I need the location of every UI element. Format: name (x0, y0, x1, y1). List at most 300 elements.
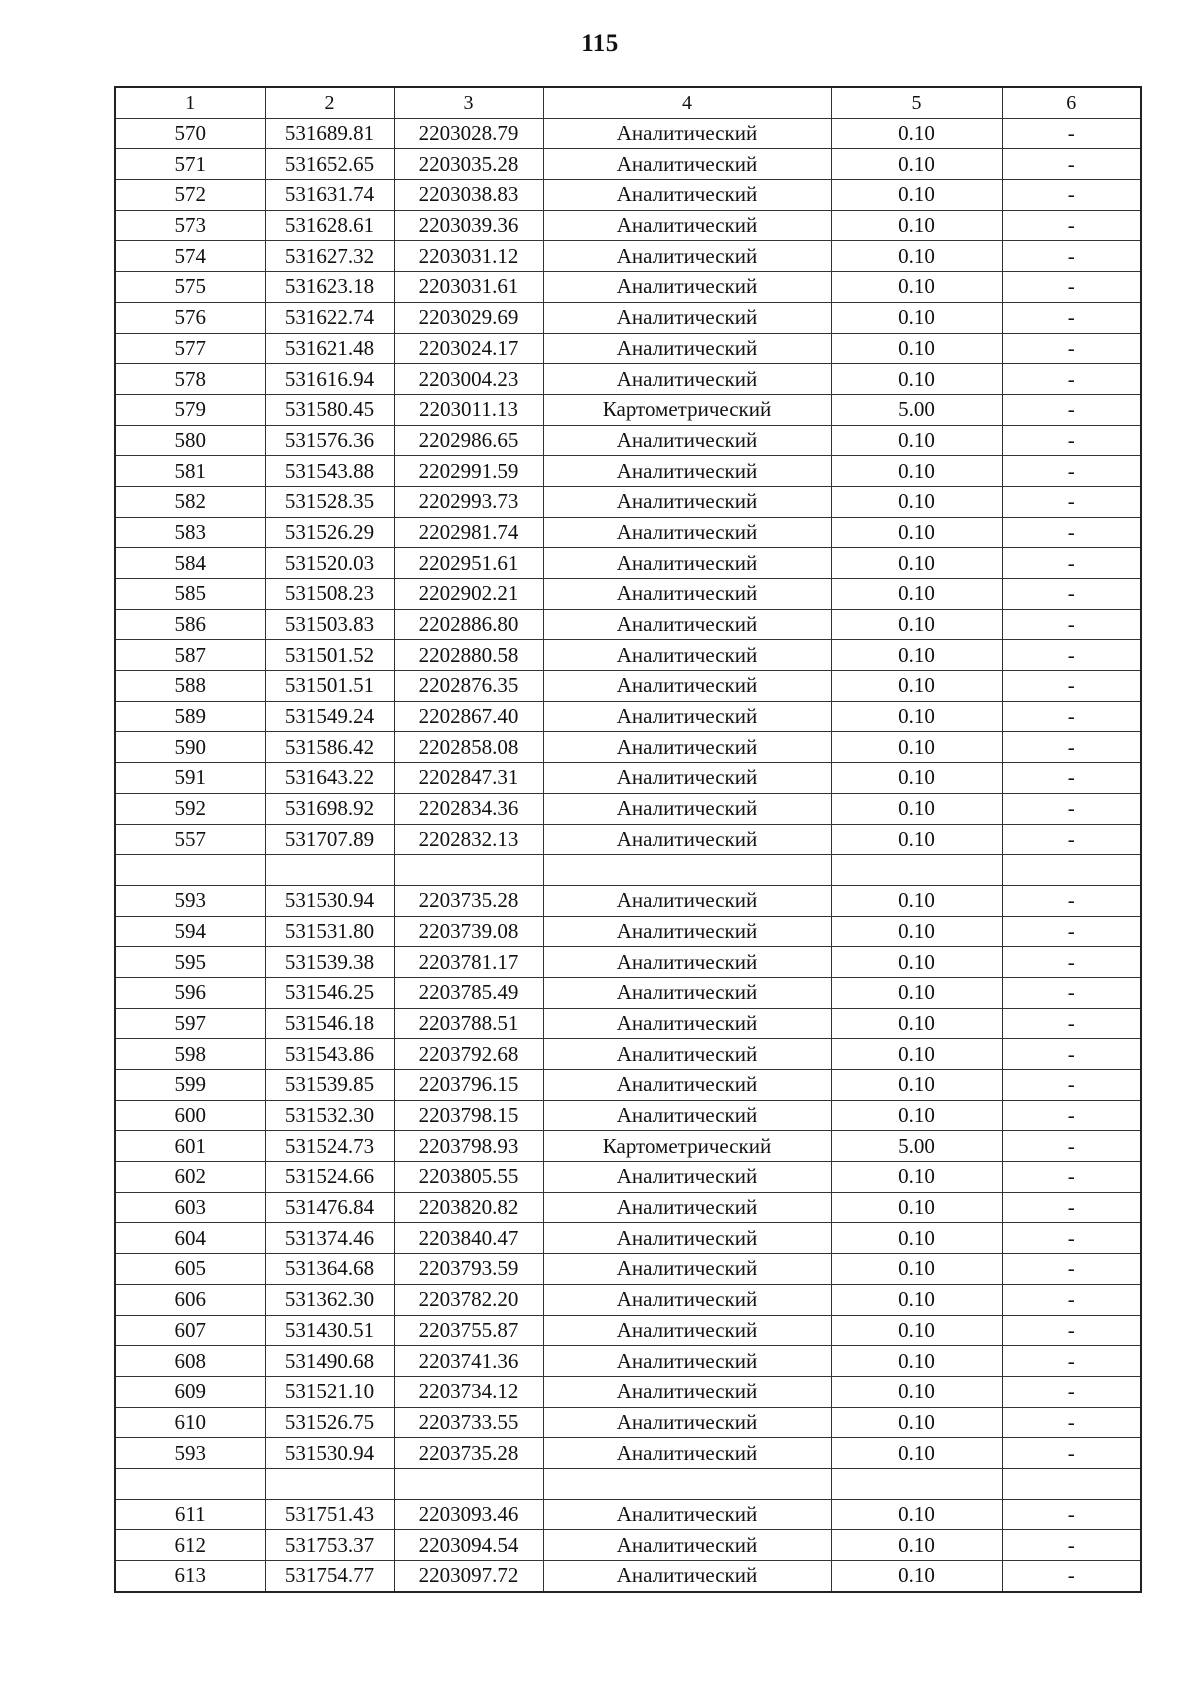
point-number-cell: 578 (115, 364, 265, 395)
y-coordinate-cell: 2203094.54 (394, 1530, 543, 1561)
point-number-cell: 571 (115, 149, 265, 180)
method-cell: Аналитический (543, 763, 831, 794)
point-number-cell: 601 (115, 1131, 265, 1162)
accuracy-cell: 0.10 (831, 1530, 1002, 1561)
note-cell (1002, 1468, 1141, 1499)
table-row (115, 302, 1141, 333)
note-cell: - (1002, 916, 1141, 947)
y-coordinate-cell (394, 855, 543, 886)
method-cell: Аналитический (543, 1254, 831, 1285)
point-number-cell: 588 (115, 671, 265, 702)
accuracy-cell: 0.10 (831, 302, 1002, 333)
note-cell: - (1002, 1315, 1141, 1346)
y-coordinate-cell: 2203004.23 (394, 364, 543, 395)
note-cell: - (1002, 180, 1141, 211)
note-cell: - (1002, 1100, 1141, 1131)
accuracy-cell: 0.10 (831, 579, 1002, 610)
header-row (115, 87, 1141, 118)
table-row (115, 394, 1141, 425)
accuracy-cell: 0.10 (831, 1008, 1002, 1039)
table-row (115, 763, 1141, 794)
table-row (115, 1008, 1141, 1039)
x-coordinate-cell: 531754.77 (265, 1561, 394, 1592)
method-cell: Картометрический (543, 1131, 831, 1162)
note-cell: - (1002, 1131, 1141, 1162)
accuracy-cell: 0.10 (831, 210, 1002, 241)
table-row (115, 517, 1141, 548)
method-cell: Аналитический (543, 1376, 831, 1407)
point-number-cell: 594 (115, 916, 265, 947)
table-row (115, 579, 1141, 610)
column-header: 2 (265, 87, 394, 118)
point-number-cell: 613 (115, 1561, 265, 1592)
method-cell: Аналитический (543, 425, 831, 456)
accuracy-cell (831, 1468, 1002, 1499)
x-coordinate-cell: 531689.81 (265, 118, 394, 149)
method-cell: Аналитический (543, 916, 831, 947)
point-number-cell: 570 (115, 118, 265, 149)
note-cell: - (1002, 1192, 1141, 1223)
table-row (115, 1131, 1141, 1162)
note-cell: - (1002, 210, 1141, 241)
point-number-cell: 587 (115, 640, 265, 671)
table-row (115, 977, 1141, 1008)
point-number-cell: 610 (115, 1407, 265, 1438)
table-row (115, 1376, 1141, 1407)
point-number-cell: 608 (115, 1346, 265, 1377)
y-coordinate-cell: 2203028.79 (394, 118, 543, 149)
coordinates-table (114, 86, 1142, 1593)
point-number-cell: 595 (115, 947, 265, 978)
accuracy-cell: 0.10 (831, 824, 1002, 855)
y-coordinate-cell: 2202876.35 (394, 671, 543, 702)
y-coordinate-cell: 2203781.17 (394, 947, 543, 978)
point-number-cell: 612 (115, 1530, 265, 1561)
accuracy-cell: 0.10 (831, 1192, 1002, 1223)
table-row (115, 885, 1141, 916)
point-number-cell: 596 (115, 977, 265, 1008)
y-coordinate-cell: 2202880.58 (394, 640, 543, 671)
method-cell: Аналитический (543, 1530, 831, 1561)
accuracy-cell: 5.00 (831, 1131, 1002, 1162)
accuracy-cell: 0.10 (831, 456, 1002, 487)
accuracy-cell: 0.10 (831, 1284, 1002, 1315)
y-coordinate-cell: 2203793.59 (394, 1254, 543, 1285)
y-coordinate-cell: 2203093.46 (394, 1499, 543, 1530)
note-cell: - (1002, 425, 1141, 456)
point-number-cell: 609 (115, 1376, 265, 1407)
column-header: 6 (1002, 87, 1141, 118)
method-cell: Аналитический (543, 333, 831, 364)
note-cell: - (1002, 640, 1141, 671)
x-coordinate-cell: 531623.18 (265, 272, 394, 303)
accuracy-cell: 0.10 (831, 118, 1002, 149)
accuracy-cell: 0.10 (831, 1499, 1002, 1530)
x-coordinate-cell: 531490.68 (265, 1346, 394, 1377)
note-cell: - (1002, 272, 1141, 303)
point-number-cell: 611 (115, 1499, 265, 1530)
x-coordinate-cell: 531698.92 (265, 793, 394, 824)
note-cell: - (1002, 486, 1141, 517)
method-cell: Аналитический (543, 793, 831, 824)
point-number-cell: 603 (115, 1192, 265, 1223)
table-row (115, 486, 1141, 517)
accuracy-cell: 0.10 (831, 486, 1002, 517)
method-cell: Аналитический (543, 1008, 831, 1039)
accuracy-cell: 0.10 (831, 1315, 1002, 1346)
y-coordinate-cell: 2202993.73 (394, 486, 543, 517)
note-cell: - (1002, 1530, 1141, 1561)
method-cell: Аналитический (543, 1039, 831, 1070)
y-coordinate-cell: 2203011.13 (394, 394, 543, 425)
y-coordinate-cell: 2203820.82 (394, 1192, 543, 1223)
note-cell: - (1002, 456, 1141, 487)
page-number: 115 (581, 30, 619, 57)
table-row (115, 118, 1141, 149)
x-coordinate-cell: 531501.51 (265, 671, 394, 702)
note-cell: - (1002, 1254, 1141, 1285)
accuracy-cell: 0.10 (831, 947, 1002, 978)
table-row (115, 1192, 1141, 1223)
method-cell: Аналитический (543, 1223, 831, 1254)
point-number-cell: 557 (115, 824, 265, 855)
note-cell: - (1002, 579, 1141, 610)
x-coordinate-cell: 531503.83 (265, 609, 394, 640)
point-number-cell (115, 855, 265, 886)
method-cell: Аналитический (543, 272, 831, 303)
x-coordinate-cell: 531586.42 (265, 732, 394, 763)
method-cell: Аналитический (543, 180, 831, 211)
column-header: 5 (831, 87, 1002, 118)
accuracy-cell: 0.10 (831, 1561, 1002, 1592)
table-row (115, 1039, 1141, 1070)
y-coordinate-cell: 2203739.08 (394, 916, 543, 947)
table-row (115, 793, 1141, 824)
accuracy-cell: 0.10 (831, 793, 1002, 824)
note-cell: - (1002, 1039, 1141, 1070)
x-coordinate-cell: 531543.86 (265, 1039, 394, 1070)
method-cell: Аналитический (543, 241, 831, 272)
accuracy-cell: 0.10 (831, 916, 1002, 947)
note-cell: - (1002, 241, 1141, 272)
table-row (115, 1438, 1141, 1469)
accuracy-cell: 0.10 (831, 1223, 1002, 1254)
y-coordinate-cell: 2202981.74 (394, 517, 543, 548)
note-cell: - (1002, 732, 1141, 763)
point-number-cell: 597 (115, 1008, 265, 1039)
point-number-cell: 602 (115, 1162, 265, 1193)
x-coordinate-cell (265, 1468, 394, 1499)
x-coordinate-cell: 531546.25 (265, 977, 394, 1008)
method-cell: Аналитический (543, 701, 831, 732)
table-row (115, 425, 1141, 456)
accuracy-cell: 0.10 (831, 180, 1002, 211)
y-coordinate-cell: 2203039.36 (394, 210, 543, 241)
accuracy-cell: 0.10 (831, 1070, 1002, 1101)
table-row (115, 1346, 1141, 1377)
y-coordinate-cell: 2203840.47 (394, 1223, 543, 1254)
point-number-cell: 600 (115, 1100, 265, 1131)
y-coordinate-cell: 2203755.87 (394, 1315, 543, 1346)
y-coordinate-cell: 2203734.12 (394, 1376, 543, 1407)
x-coordinate-cell: 531362.30 (265, 1284, 394, 1315)
method-cell: Аналитический (543, 486, 831, 517)
table-row (115, 272, 1141, 303)
method-cell: Аналитический (543, 149, 831, 180)
table-row (115, 701, 1141, 732)
column-header: 4 (543, 87, 831, 118)
note-cell: - (1002, 977, 1141, 1008)
x-coordinate-cell: 531539.85 (265, 1070, 394, 1101)
y-coordinate-cell: 2203782.20 (394, 1284, 543, 1315)
note-cell: - (1002, 671, 1141, 702)
note-cell: - (1002, 763, 1141, 794)
accuracy-cell: 0.10 (831, 548, 1002, 579)
method-cell: Аналитический (543, 1192, 831, 1223)
point-number-cell: 577 (115, 333, 265, 364)
y-coordinate-cell: 2203733.55 (394, 1407, 543, 1438)
note-cell: - (1002, 333, 1141, 364)
x-coordinate-cell: 531539.38 (265, 947, 394, 978)
y-coordinate-cell: 2202902.21 (394, 579, 543, 610)
x-coordinate-cell: 531627.32 (265, 241, 394, 272)
table-row (115, 210, 1141, 241)
x-coordinate-cell: 531528.35 (265, 486, 394, 517)
accuracy-cell: 0.10 (831, 1407, 1002, 1438)
accuracy-cell: 0.10 (831, 977, 1002, 1008)
x-coordinate-cell: 531531.80 (265, 916, 394, 947)
x-coordinate-cell: 531364.68 (265, 1254, 394, 1285)
method-cell (543, 855, 831, 886)
y-coordinate-cell: 2203031.61 (394, 272, 543, 303)
table-row (115, 149, 1141, 180)
y-coordinate-cell: 2202951.61 (394, 548, 543, 579)
table-row (115, 1070, 1141, 1101)
note-cell: - (1002, 1008, 1141, 1039)
method-cell: Аналитический (543, 640, 831, 671)
point-number-cell: 598 (115, 1039, 265, 1070)
accuracy-cell: 0.10 (831, 364, 1002, 395)
y-coordinate-cell: 2203798.15 (394, 1100, 543, 1131)
x-coordinate-cell: 531524.73 (265, 1131, 394, 1162)
note-cell: - (1002, 1561, 1141, 1592)
table-row (115, 456, 1141, 487)
table-row (115, 1162, 1141, 1193)
table-row (115, 1561, 1141, 1592)
method-cell: Аналитический (543, 1284, 831, 1315)
y-coordinate-cell: 2203735.28 (394, 1438, 543, 1469)
y-coordinate-cell (394, 1468, 543, 1499)
method-cell: Аналитический (543, 824, 831, 855)
note-cell: - (1002, 1346, 1141, 1377)
table-row (115, 1315, 1141, 1346)
x-coordinate-cell: 531520.03 (265, 548, 394, 579)
x-coordinate-cell: 531580.45 (265, 394, 394, 425)
y-coordinate-cell: 2202858.08 (394, 732, 543, 763)
note-cell: - (1002, 118, 1141, 149)
x-coordinate-cell: 531430.51 (265, 1315, 394, 1346)
method-cell: Аналитический (543, 671, 831, 702)
y-coordinate-cell: 2203741.36 (394, 1346, 543, 1377)
x-coordinate-cell: 531521.10 (265, 1376, 394, 1407)
y-coordinate-cell: 2203735.28 (394, 885, 543, 916)
accuracy-cell: 0.10 (831, 609, 1002, 640)
x-coordinate-cell: 531532.30 (265, 1100, 394, 1131)
y-coordinate-cell: 2202886.80 (394, 609, 543, 640)
method-cell: Аналитический (543, 1499, 831, 1530)
y-coordinate-cell: 2203029.69 (394, 302, 543, 333)
method-cell: Аналитический (543, 1561, 831, 1592)
y-coordinate-cell: 2203798.93 (394, 1131, 543, 1162)
method-cell: Аналитический (543, 1407, 831, 1438)
table-row (115, 1284, 1141, 1315)
accuracy-cell: 0.10 (831, 1100, 1002, 1131)
note-cell: - (1002, 394, 1141, 425)
method-cell: Аналитический (543, 732, 831, 763)
point-number-cell: 581 (115, 456, 265, 487)
note-cell: - (1002, 517, 1141, 548)
table-row (115, 1100, 1141, 1131)
x-coordinate-cell: 531508.23 (265, 579, 394, 610)
method-cell: Аналитический (543, 1346, 831, 1377)
method-cell: Аналитический (543, 885, 831, 916)
accuracy-cell: 5.00 (831, 394, 1002, 425)
accuracy-cell: 0.10 (831, 272, 1002, 303)
y-coordinate-cell: 2202991.59 (394, 456, 543, 487)
accuracy-cell: 0.10 (831, 1376, 1002, 1407)
x-coordinate-cell: 531374.46 (265, 1223, 394, 1254)
point-number-cell: 606 (115, 1284, 265, 1315)
x-coordinate-cell: 531576.36 (265, 425, 394, 456)
y-coordinate-cell: 2203785.49 (394, 977, 543, 1008)
table-row (115, 180, 1141, 211)
point-number-cell: 575 (115, 272, 265, 303)
method-cell (543, 1468, 831, 1499)
table-header (115, 87, 1141, 118)
point-number-cell: 605 (115, 1254, 265, 1285)
accuracy-cell: 0.10 (831, 517, 1002, 548)
y-coordinate-cell: 2202834.36 (394, 793, 543, 824)
note-cell: - (1002, 1070, 1141, 1101)
point-number-cell: 589 (115, 701, 265, 732)
point-number-cell: 590 (115, 732, 265, 763)
note-cell: - (1002, 701, 1141, 732)
point-number-cell: 585 (115, 579, 265, 610)
note-cell: - (1002, 1284, 1141, 1315)
x-coordinate-cell: 531616.94 (265, 364, 394, 395)
note-cell: - (1002, 947, 1141, 978)
y-coordinate-cell: 2202867.40 (394, 701, 543, 732)
method-cell: Аналитический (543, 517, 831, 548)
point-number-cell: 592 (115, 793, 265, 824)
y-coordinate-cell: 2203792.68 (394, 1039, 543, 1070)
note-cell: - (1002, 1162, 1141, 1193)
x-coordinate-cell (265, 855, 394, 886)
point-number-cell: 593 (115, 1438, 265, 1469)
table-row (115, 548, 1141, 579)
note-cell: - (1002, 364, 1141, 395)
y-coordinate-cell: 2203024.17 (394, 333, 543, 364)
x-coordinate-cell: 531543.88 (265, 456, 394, 487)
x-coordinate-cell: 531707.89 (265, 824, 394, 855)
method-cell: Аналитический (543, 1438, 831, 1469)
method-cell: Аналитический (543, 1100, 831, 1131)
point-number-cell: 583 (115, 517, 265, 548)
point-number-cell: 574 (115, 241, 265, 272)
table-row (115, 1254, 1141, 1285)
x-coordinate-cell: 531501.52 (265, 640, 394, 671)
table-row (115, 671, 1141, 702)
x-coordinate-cell: 531753.37 (265, 1530, 394, 1561)
y-coordinate-cell: 2203788.51 (394, 1008, 543, 1039)
note-cell: - (1002, 609, 1141, 640)
accuracy-cell: 0.10 (831, 425, 1002, 456)
accuracy-cell: 0.10 (831, 1039, 1002, 1070)
point-number-cell: 607 (115, 1315, 265, 1346)
table-row (115, 1499, 1141, 1530)
x-coordinate-cell: 531546.18 (265, 1008, 394, 1039)
y-coordinate-cell: 2203038.83 (394, 180, 543, 211)
x-coordinate-cell: 531526.75 (265, 1407, 394, 1438)
note-cell: - (1002, 824, 1141, 855)
accuracy-cell: 0.10 (831, 701, 1002, 732)
accuracy-cell: 0.10 (831, 640, 1002, 671)
method-cell: Аналитический (543, 302, 831, 333)
x-coordinate-cell: 531526.29 (265, 517, 394, 548)
x-coordinate-cell: 531622.74 (265, 302, 394, 333)
method-cell: Аналитический (543, 1315, 831, 1346)
x-coordinate-cell: 531476.84 (265, 1192, 394, 1223)
accuracy-cell: 0.10 (831, 1162, 1002, 1193)
point-number-cell: 586 (115, 609, 265, 640)
table-row (115, 1407, 1141, 1438)
accuracy-cell: 0.10 (831, 149, 1002, 180)
accuracy-cell: 0.10 (831, 732, 1002, 763)
x-coordinate-cell: 531549.24 (265, 701, 394, 732)
column-header: 3 (394, 87, 543, 118)
table-row (115, 1223, 1141, 1254)
method-cell: Аналитический (543, 364, 831, 395)
note-cell: - (1002, 1376, 1141, 1407)
y-coordinate-cell: 2203035.28 (394, 149, 543, 180)
note-cell: - (1002, 1499, 1141, 1530)
note-cell: - (1002, 885, 1141, 916)
note-cell (1002, 855, 1141, 886)
accuracy-cell: 0.10 (831, 241, 1002, 272)
method-cell: Аналитический (543, 947, 831, 978)
table-row (115, 640, 1141, 671)
table-row (115, 333, 1141, 364)
point-number-cell: 584 (115, 548, 265, 579)
x-coordinate-cell: 531530.94 (265, 1438, 394, 1469)
table-row (115, 609, 1141, 640)
table-row (115, 947, 1141, 978)
point-number-cell: 572 (115, 180, 265, 211)
point-number-cell: 591 (115, 763, 265, 794)
note-cell: - (1002, 1438, 1141, 1469)
note-cell: - (1002, 1223, 1141, 1254)
method-cell: Картометрический (543, 394, 831, 425)
y-coordinate-cell: 2203031.12 (394, 241, 543, 272)
accuracy-cell: 0.10 (831, 763, 1002, 794)
point-number-cell: 593 (115, 885, 265, 916)
table-row (115, 1530, 1141, 1561)
table-row (115, 855, 1141, 886)
table-row (115, 916, 1141, 947)
note-cell: - (1002, 302, 1141, 333)
y-coordinate-cell: 2203097.72 (394, 1561, 543, 1592)
point-number-cell: 580 (115, 425, 265, 456)
